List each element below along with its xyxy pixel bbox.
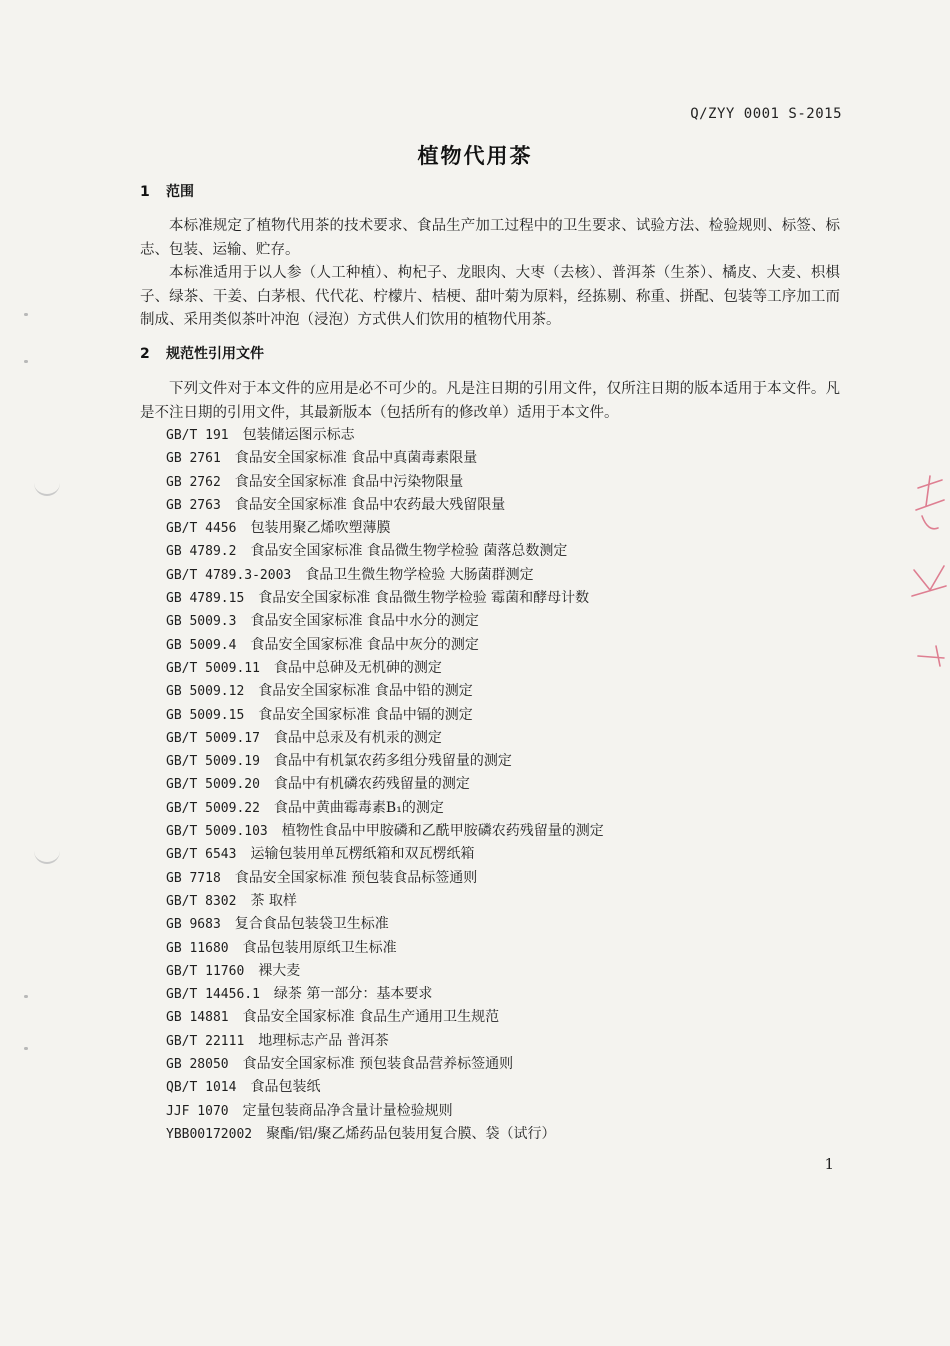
reference-code: GB/T 5009.103 bbox=[166, 824, 268, 840]
reference-item bbox=[166, 610, 604, 633]
reference-title: 食品安全国家标准 预包装食品营养标签通则 bbox=[242, 1056, 514, 1073]
reference-item bbox=[166, 494, 604, 517]
reference-code: GB/T 191 bbox=[166, 428, 229, 443]
reference-item bbox=[166, 750, 604, 773]
scan-speck bbox=[24, 995, 28, 998]
reference-title: 食品安全国家标准 预包装食品标签通则 bbox=[234, 869, 478, 886]
reference-code: GB/T 5009.22 bbox=[166, 800, 260, 816]
reference-title: 食品包装用原纸卫生标准 bbox=[242, 939, 397, 956]
reference-title: 包装储运图示标志 bbox=[242, 427, 355, 443]
reference-code: GB/T 8302 bbox=[166, 893, 237, 909]
reference-code: GB/T 5009.19 bbox=[166, 754, 260, 770]
reference-code: GB 5009.4 bbox=[166, 637, 237, 653]
reference-code: GB 2762 bbox=[166, 474, 221, 490]
section-number: 1 bbox=[140, 184, 150, 200]
reference-title: 食品安全国家标准 食品中污染物限量 bbox=[234, 473, 464, 490]
reference-item bbox=[166, 937, 604, 960]
page-number: 1 bbox=[824, 1155, 834, 1173]
reference-item bbox=[166, 540, 604, 563]
reference-title: 地理标志产品 普洱茶 bbox=[258, 1032, 389, 1049]
reference-item bbox=[166, 890, 604, 913]
reference-title: 食品中总汞及有机汞的测定 bbox=[273, 729, 442, 746]
reference-item bbox=[166, 1076, 604, 1099]
reference-item bbox=[166, 1030, 604, 1053]
section-title: 范围 bbox=[166, 184, 194, 200]
reference-title: 食品安全国家标准 食品中铅的测定 bbox=[258, 683, 473, 700]
reference-code: GB/T 5009.20 bbox=[166, 777, 260, 793]
reference-code: YBB00172002 bbox=[166, 1126, 253, 1142]
reference-item bbox=[166, 913, 604, 936]
reference-code: JJF 1070 bbox=[166, 1103, 229, 1119]
reference-code: GB/T 5009.17 bbox=[166, 730, 260, 746]
reference-code: GB/T 22111 bbox=[166, 1033, 245, 1049]
reference-code: GB 14881 bbox=[166, 1010, 229, 1026]
reference-title: 食品中有机磷农药残留量的测定 bbox=[273, 776, 470, 793]
reference-item bbox=[166, 820, 604, 843]
section-1-paragraph-2: 本标准适用于以人参（人工种植）、枸杞子、龙眼肉、大枣（去核）、普洱茶（生茶）、橘皮、大麦、枳椇子、绿茶、干姜、白茅根、代代花、柠檬片、桔梗、甜叶菊为原料，经拣剔、称重、拼配、包装等工序加工而制成、采用类似茶叶冲泡（浸泡）方式供人们饮用的植物代用茶。 bbox=[140, 265, 840, 328]
section-2-paragraph-1: 下列文件对于本文件的应用是必不可少的。凡是注日期的引用文件，仅所注日期的版本适用于本文件。凡是不注日期的引用文件，其最新版本（包括所有的修改单）适用于本文件。 bbox=[140, 381, 840, 421]
reference-code: GB 2761 bbox=[166, 451, 221, 467]
reference-code: GB 11680 bbox=[166, 940, 229, 956]
reference-code: GB/T 6543 bbox=[166, 847, 237, 863]
reference-item bbox=[166, 704, 604, 727]
reference-code: GB 28050 bbox=[166, 1057, 229, 1073]
reference-code: GB/T 14456.1 bbox=[166, 987, 260, 1003]
reference-code: GB/T 4789.3-2003 bbox=[166, 567, 292, 583]
reference-title: 食品中黄曲霉毒素B₁的测定 bbox=[273, 799, 444, 816]
reference-title: 聚酯/铝/聚乙烯药品包装用复合膜、袋（试行） bbox=[266, 1125, 556, 1142]
reference-item bbox=[166, 447, 604, 470]
section-number: 2 bbox=[140, 346, 150, 362]
reference-code: QB/T 1014 bbox=[166, 1080, 237, 1096]
standard-code: Q/ZYY 0001 S-2015 bbox=[690, 106, 842, 122]
reference-title: 食品中总砷及无机砷的测定 bbox=[273, 659, 442, 676]
reference-title: 包装用聚乙烯吹塑薄膜 bbox=[250, 520, 391, 537]
reference-item bbox=[166, 960, 604, 983]
reference-title: 茶 取样 bbox=[250, 892, 297, 909]
scan-speck bbox=[24, 1047, 28, 1050]
reference-title: 食品安全国家标准 食品微生物学检验 菌落总数测定 bbox=[250, 543, 568, 560]
reference-title: 食品安全国家标准 食品中农药最大残留限量 bbox=[234, 496, 506, 513]
reference-item bbox=[166, 727, 604, 750]
reference-item bbox=[166, 657, 604, 680]
reference-code: GB/T 11760 bbox=[166, 963, 245, 979]
normative-references-list bbox=[166, 424, 604, 1146]
reference-title: 食品包装纸 bbox=[250, 1079, 321, 1096]
reference-code: GB 5009.15 bbox=[166, 707, 245, 723]
reference-item bbox=[166, 983, 604, 1006]
reference-title: 食品安全国家标准 食品中真菌毒素限量 bbox=[234, 450, 478, 467]
reference-item bbox=[166, 1006, 604, 1029]
reference-title: 食品卫生微生物学检验 大肠菌群测定 bbox=[305, 566, 534, 583]
reference-title: 食品安全国家标准 食品中灰分的测定 bbox=[250, 636, 479, 653]
reference-item bbox=[166, 797, 604, 820]
reference-code: GB 9683 bbox=[166, 917, 221, 933]
reference-code: GB 2763 bbox=[166, 497, 221, 513]
reference-item bbox=[166, 634, 604, 657]
reference-item bbox=[166, 867, 604, 890]
section-1-paragraph-1: 本标准规定了植物代用茶的技术要求、食品生产加工过程中的卫生要求、试验方法、检验规则、标签、标志、包装、运输、贮存。 bbox=[140, 218, 840, 258]
reference-item bbox=[166, 773, 604, 796]
reference-title: 食品安全国家标准 食品生产通用卫生规范 bbox=[242, 1009, 500, 1026]
punch-hole-mark bbox=[34, 480, 60, 496]
reference-item bbox=[166, 587, 604, 610]
scan-speck bbox=[24, 313, 28, 316]
reference-title: 食品安全国家标准 食品中镉的测定 bbox=[258, 706, 473, 723]
reference-title: 食品安全国家标准 食品中水分的测定 bbox=[250, 613, 479, 630]
reference-title: 食品中有机氯农药多组分残留量的测定 bbox=[273, 753, 512, 770]
reference-code: GB 7718 bbox=[166, 870, 221, 886]
reference-item bbox=[166, 517, 604, 540]
reference-title: 复合食品包装袋卫生标准 bbox=[234, 916, 389, 933]
reference-item bbox=[166, 843, 604, 866]
reference-item bbox=[166, 1123, 604, 1146]
scan-speck bbox=[24, 360, 28, 363]
reference-title: 定量包装商品净含量计量检验规则 bbox=[242, 1102, 453, 1119]
reference-item bbox=[166, 1100, 604, 1123]
reference-item bbox=[166, 680, 604, 703]
reference-title: 运输包装用单瓦楞纸箱和双瓦楞纸箱 bbox=[250, 846, 475, 863]
punch-hole-mark bbox=[34, 848, 60, 864]
section-1-heading bbox=[140, 181, 194, 201]
reference-code: GB/T 5009.11 bbox=[166, 660, 260, 676]
reference-item bbox=[166, 424, 604, 447]
document-title: 植物代用茶 bbox=[417, 144, 533, 168]
reference-code: GB/T 4456 bbox=[166, 521, 237, 537]
reference-item bbox=[166, 1053, 604, 1076]
section-2-heading bbox=[140, 343, 264, 363]
section-title: 规范性引用文件 bbox=[166, 346, 264, 362]
reference-code: GB 4789.2 bbox=[166, 544, 237, 560]
handwritten-margin-mark bbox=[908, 470, 948, 670]
reference-code: GB 5009.3 bbox=[166, 614, 237, 630]
reference-title: 植物性食品中甲胺磷和乙酰甲胺磷农药残留量的测定 bbox=[281, 823, 604, 840]
reference-code: GB 4789.15 bbox=[166, 591, 245, 607]
reference-item bbox=[166, 471, 604, 494]
reference-title: 裸大麦 bbox=[258, 962, 301, 979]
reference-title: 食品安全国家标准 食品微生物学检验 霉菌和酵母计数 bbox=[258, 590, 590, 607]
reference-item bbox=[166, 564, 604, 587]
reference-code: GB 5009.12 bbox=[166, 684, 245, 700]
reference-title: 绿茶 第一部分：基本要求 bbox=[273, 986, 433, 1003]
